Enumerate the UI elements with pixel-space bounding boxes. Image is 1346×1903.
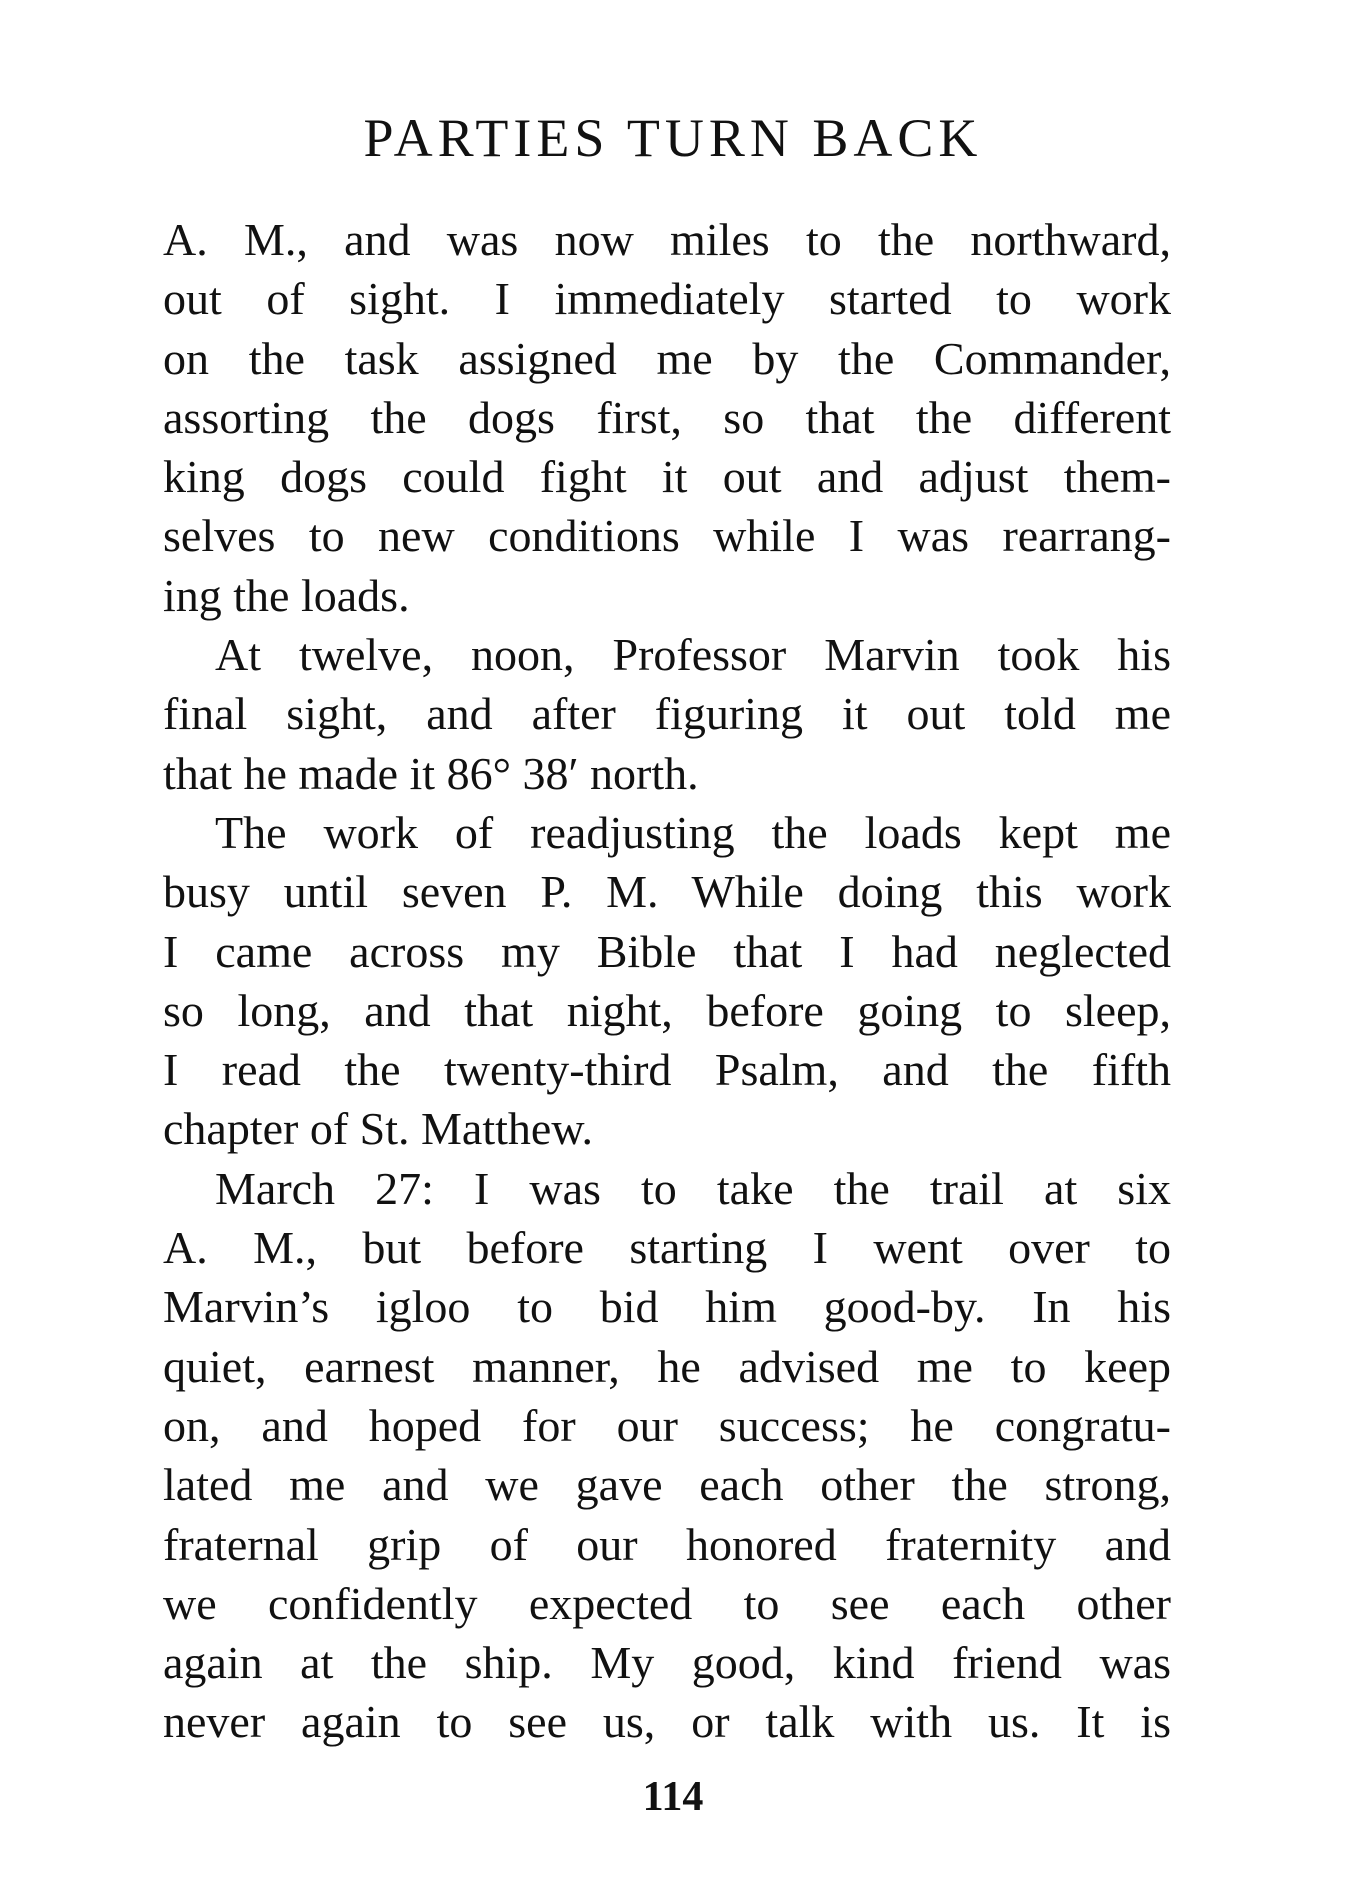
text-line: chapter of St. Matthew.	[163, 1103, 594, 1155]
text-line: lated me and we gave each other the strong,	[163, 1459, 1171, 1511]
text-line: again at the ship. My good, kind friend was	[163, 1637, 1171, 1689]
text-line: I read the twenty-third Psalm, and the fifth	[163, 1044, 1171, 1096]
text-line: so long, and that night, before going to sleep,	[163, 984, 1171, 1036]
paragraph-first-line: The work of readjusting the loads kept me	[215, 806, 1171, 858]
page-number: 114	[642, 1774, 704, 1820]
running-head-title: PARTIES TURN BACK	[363, 108, 983, 168]
text-line: out of sight. I immediately started to work	[163, 273, 1171, 325]
text-line: busy until seven P. M. While doing this work	[163, 866, 1171, 918]
body-text	[163, 210, 1171, 1752]
text-line: ing the loads.	[163, 569, 410, 621]
paragraph-first-line: At twelve, noon, Professor Marvin took his	[215, 629, 1171, 681]
text-line: A. M., but before starting I went over to	[163, 1222, 1171, 1274]
text-line: fraternal grip of our honored fraternity and	[163, 1518, 1171, 1570]
text-line: on, and hoped for our success; he congratu-	[163, 1399, 1171, 1451]
text-line: selves to new conditions while I was rearrang-	[163, 510, 1171, 562]
text-line: never again to see us, or talk with us. It is	[163, 1696, 1171, 1748]
text-line: on the task assigned me by the Commander,	[163, 332, 1171, 384]
text-line: that he made it 86° 38′ north.	[163, 747, 699, 799]
text-line: A. M., and was now miles to the northward,	[163, 214, 1171, 265]
text-line: we confidently expected to see each other	[163, 1577, 1171, 1629]
text-line: final sight, and after figuring it out told me	[163, 688, 1171, 740]
text-line: Marvin’s igloo to bid him good-by. In his	[163, 1281, 1171, 1333]
text-line: assorting the dogs first, so that the different	[163, 391, 1171, 443]
text-line: quiet, earnest manner, he advised me to keep	[163, 1340, 1171, 1392]
text-line: I came across my Bible that I had neglected	[163, 925, 1171, 977]
text-line: king dogs could fight it out and adjust them-	[163, 451, 1171, 503]
paragraph-first-line: March 27: I was to take the trail at six	[215, 1162, 1171, 1214]
